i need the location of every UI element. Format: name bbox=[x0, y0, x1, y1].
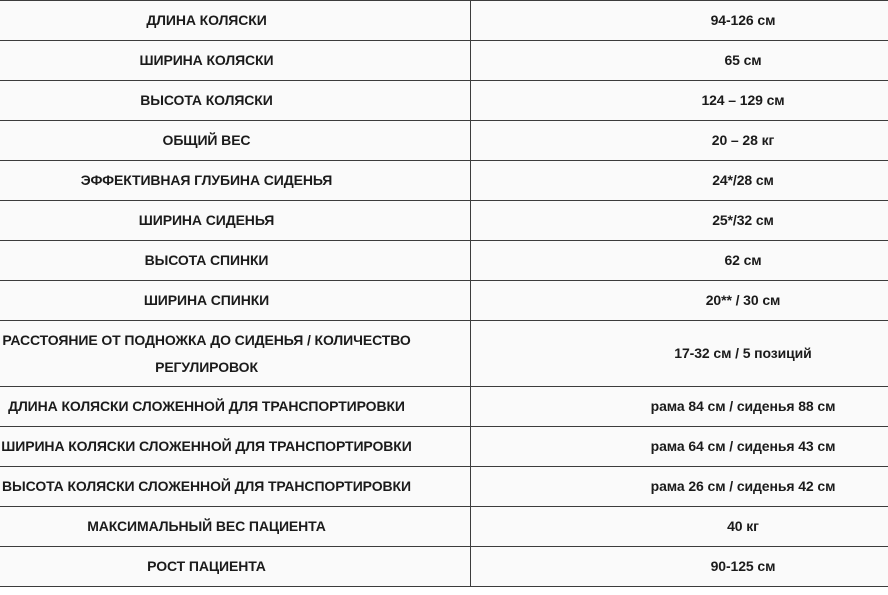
spec-label: ВЫСОТА СПИНКИ bbox=[144, 252, 269, 268]
spec-value-cell bbox=[471, 41, 888, 80]
spec-label-cell bbox=[0, 547, 471, 586]
spec-value-cell bbox=[471, 467, 888, 506]
table-row bbox=[0, 281, 888, 321]
table-row bbox=[0, 201, 888, 241]
spec-value-cell bbox=[471, 387, 888, 426]
table-row bbox=[0, 321, 888, 387]
spec-value-cell bbox=[471, 121, 888, 160]
table-row bbox=[0, 241, 888, 281]
table-row bbox=[0, 1, 888, 41]
spec-value: рама 64 см / сиденья 43 см bbox=[650, 438, 836, 454]
spec-label-cell bbox=[0, 121, 471, 160]
table-row bbox=[0, 547, 888, 587]
spec-value: 94-126 см bbox=[710, 12, 776, 28]
spec-value-cell bbox=[471, 321, 888, 386]
spec-value: 25*/32 см bbox=[712, 212, 774, 228]
spec-label-cell bbox=[0, 201, 471, 240]
spec-label: ВЫСОТА КОЛЯСКИ bbox=[140, 92, 273, 108]
spec-value-cell bbox=[471, 547, 888, 586]
spec-value: 40 кг bbox=[727, 518, 759, 534]
spec-value-cell bbox=[471, 161, 888, 200]
spec-value: 62 см bbox=[724, 252, 762, 268]
table-row bbox=[0, 121, 888, 161]
spec-label: ВЫСОТА КОЛЯСКИ СЛОЖЕННОЙ ДЛЯ ТРАНСПОРТИРОВКИ bbox=[2, 478, 411, 494]
spec-label: ШИРИНА СПИНКИ bbox=[143, 292, 270, 308]
spec-value: 24*/28 см bbox=[712, 172, 774, 188]
spec-value-cell bbox=[471, 201, 888, 240]
spec-value-cell bbox=[471, 1, 888, 40]
table-row bbox=[0, 467, 888, 507]
spec-value: рама 26 см / сиденья 42 см bbox=[650, 478, 836, 494]
spec-value: 90-125 см bbox=[710, 558, 776, 574]
spec-label: РАССТОЯНИЕ ОТ ПОДНОЖКА ДО СИДЕНЬЯ / КОЛИЧЕСТВО РЕГУЛИРОВОК bbox=[2, 331, 411, 375]
table-row bbox=[0, 427, 888, 467]
spec-label-cell bbox=[0, 241, 471, 280]
spec-label-cell bbox=[0, 321, 471, 386]
spec-label-cell bbox=[0, 467, 471, 506]
spec-label: РОСТ ПАЦИЕНТА bbox=[147, 558, 266, 574]
spec-value: 17-32 см / 5 позиций bbox=[674, 345, 812, 361]
spec-value-cell bbox=[471, 241, 888, 280]
table-row bbox=[0, 41, 888, 81]
spec-value-cell bbox=[471, 427, 888, 466]
spec-label: ДЛИНА КОЛЯСКИ bbox=[146, 12, 267, 28]
spec-label-cell bbox=[0, 427, 471, 466]
spec-label: ДЛИНА КОЛЯСКИ СЛОЖЕННОЙ ДЛЯ ТРАНСПОРТИРОВКИ bbox=[8, 398, 405, 414]
spec-value: рама 84 см / сиденья 88 см bbox=[650, 398, 836, 414]
spec-label: МАКСИМАЛЬНЫЙ ВЕС ПАЦИЕНТА bbox=[87, 518, 326, 534]
spec-label: ШИРИНА КОЛЯСКИ СЛОЖЕННОЙ ДЛЯ ТРАНСПОРТИРОВКИ bbox=[1, 438, 412, 454]
spec-label: ЭФФЕКТИВНАЯ ГЛУБИНА СИДЕНЬЯ bbox=[80, 172, 333, 188]
spec-label-cell bbox=[0, 161, 471, 200]
spec-label-cell bbox=[0, 1, 471, 40]
spec-label: ШИРИНА СИДЕНЬЯ bbox=[138, 212, 275, 228]
spec-value: 65 см bbox=[724, 52, 762, 68]
table-row bbox=[0, 81, 888, 121]
spec-value: 124 – 129 см bbox=[701, 92, 785, 108]
table-row bbox=[0, 387, 888, 427]
spec-value-cell bbox=[471, 281, 888, 320]
table-row bbox=[0, 161, 888, 201]
spec-label: ОБЩИЙ ВЕС bbox=[162, 132, 251, 148]
spec-label-cell bbox=[0, 81, 471, 120]
table-row bbox=[0, 507, 888, 547]
spec-label-cell bbox=[0, 41, 471, 80]
spec-label: ШИРИНА КОЛЯСКИ bbox=[139, 52, 274, 68]
spec-label-cell bbox=[0, 387, 471, 426]
spec-label-cell bbox=[0, 507, 471, 546]
spec-value-cell bbox=[471, 81, 888, 120]
spec-value: 20** / 30 см bbox=[705, 292, 781, 308]
spec-value: 20 – 28 кг bbox=[711, 132, 775, 148]
spec-value-cell bbox=[471, 507, 888, 546]
spec-label-cell bbox=[0, 281, 471, 320]
